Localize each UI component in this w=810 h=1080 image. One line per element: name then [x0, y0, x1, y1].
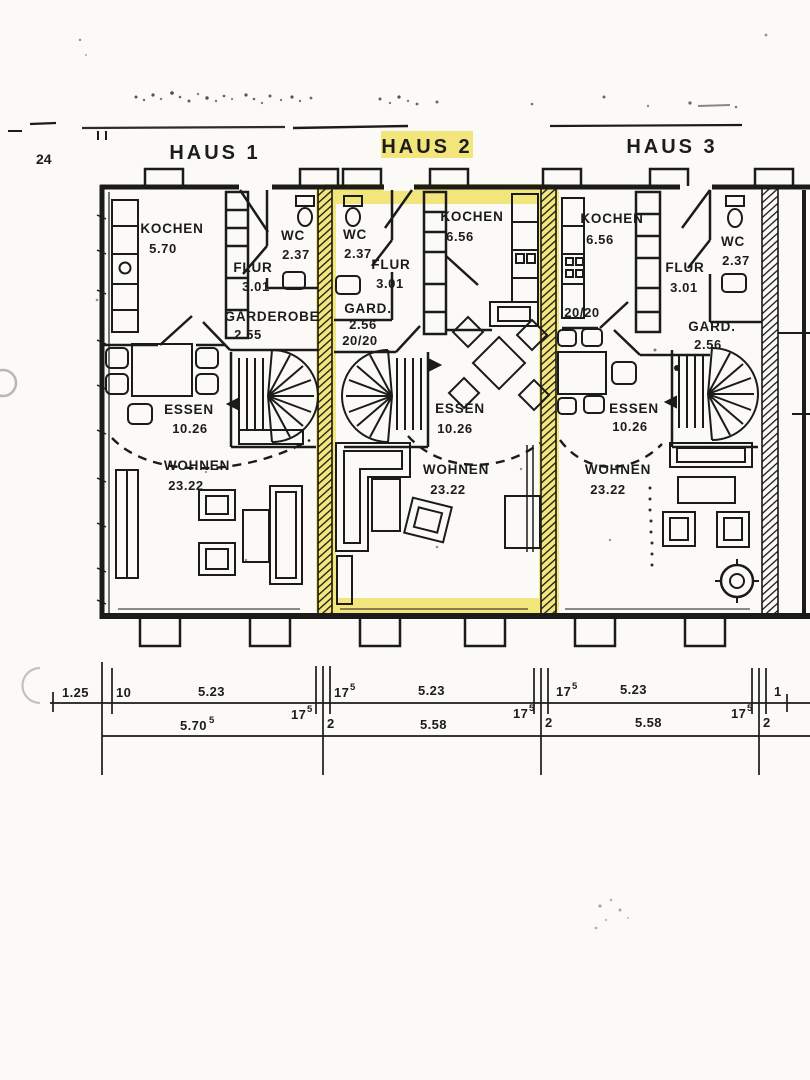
dim-17-5-sup: 5: [747, 703, 753, 714]
dim-5-23: 5.23: [198, 684, 225, 699]
haus1-living-furniture: [116, 470, 302, 584]
haus3-round-stove-icon: [715, 559, 759, 603]
haus3-title: HAUS 3: [626, 136, 718, 158]
haus3-washbasin-icon: [722, 274, 746, 292]
haus3-gard-area: 2.56: [694, 337, 722, 352]
footing-tabs-bottom: [140, 619, 725, 646]
haus2-essen-label: ESSEN: [435, 401, 485, 416]
haus3-flur-label: FLUR: [665, 260, 705, 275]
dim-17-5-sup: 5: [350, 682, 356, 693]
haus2-wohnen-area: 23.22: [430, 482, 466, 497]
haus1-wc-label: WC: [280, 228, 306, 243]
stair-direction-arrow: [430, 360, 440, 370]
haus1-essen-area: 10.26: [172, 421, 208, 436]
dim-17-5: 17: [513, 706, 529, 721]
haus3-toilet-icon: [726, 196, 744, 227]
haus3-wc-area: 2.37: [722, 253, 750, 268]
haus1-wc-area: 2.37: [282, 247, 310, 262]
haus3-wohnen-area: 23.22: [590, 482, 626, 497]
hole-punch-marks: [0, 370, 40, 703]
dim-5-23: 5.23: [620, 682, 647, 697]
haus1-flur-area: 3.01: [242, 279, 270, 294]
haus2-kochen-label: KOCHEN: [440, 209, 504, 224]
dim-17-5-sup: 5: [529, 703, 535, 714]
haus1-spiral-staircase: [228, 350, 318, 444]
dim-5-70-5-sup: 5: [209, 715, 215, 726]
dim-17-5: 17: [556, 684, 572, 699]
haus2-wc-label: WC: [342, 227, 368, 242]
haus1-wohnen-area: 23.22: [168, 478, 204, 493]
haus2-essen-area: 10.26: [437, 421, 473, 436]
haus3-gard-label: GARD.: [688, 319, 736, 334]
haus1-washbasin-icon: [283, 272, 305, 289]
haus1-unit: [102, 190, 319, 584]
dim-17-5: 17: [334, 685, 350, 700]
haus3-flur-area: 3.01: [670, 280, 698, 295]
haus1-kochen-area: 5.70: [149, 241, 177, 256]
haus2-flur-area: 3.01: [376, 276, 404, 291]
haus3-door-note: 20/20: [564, 305, 600, 320]
haus3-kochen-area: 6.56: [586, 232, 614, 247]
dim-5-70-5: 5.70: [180, 718, 207, 733]
haus3-wc-label: WC: [720, 234, 746, 249]
haus1-title: HAUS 1: [169, 142, 261, 164]
haus3-essen-label: ESSEN: [609, 401, 659, 416]
haus2-wohnen-label: WOHNEN: [422, 462, 490, 477]
dim-wall-2: 2: [327, 716, 335, 731]
haus2-wc-area: 2.37: [344, 246, 372, 261]
dim-wall-2: 2: [545, 715, 553, 730]
haus1-wohnen-label: WOHNEN: [163, 458, 231, 473]
dim-17-5: 17: [731, 706, 747, 721]
haus3-living-furniture: [663, 443, 752, 547]
haus2-unit: [334, 190, 549, 604]
stair-direction-arrow: [228, 399, 238, 409]
haus3-spiral-staircase: [666, 348, 758, 440]
dim-wall-2: 2: [763, 715, 771, 730]
haus3-kochen-label: KOCHEN: [580, 211, 644, 226]
haus2-gard-area: 2.56: [349, 317, 377, 332]
haus3-wohnen-label: WOHNEN: [584, 462, 652, 477]
haus2-door-note: 20/20: [342, 333, 378, 348]
margin-note: 24: [36, 151, 52, 167]
haus2-title: HAUS 2: [381, 136, 473, 158]
dim-5-58: 5.58: [420, 717, 447, 732]
haus2-gard-label: GARD.: [344, 301, 392, 316]
haus3-unit: [558, 190, 762, 603]
haus1-essen-label: ESSEN: [164, 402, 214, 417]
haus2-kochen-area: 6.56: [446, 229, 474, 244]
haus3-essen-area: 10.26: [612, 419, 648, 434]
dim-17-5-sup: 5: [572, 681, 578, 692]
haus1-garderobe-area: 2.55: [234, 327, 262, 342]
dim-5-23: 5.23: [418, 683, 445, 698]
dim-cut-right: 1: [774, 684, 782, 699]
dimension-labels: [62, 681, 782, 733]
haus1-flur-label: FLUR: [233, 260, 273, 275]
dim-5-58: 5.58: [635, 715, 662, 730]
haus1-toilet-icon: [296, 196, 314, 226]
haus2-spiral-staircase: [342, 350, 440, 442]
dim-10: 10: [116, 685, 132, 700]
haus1-kochen-label: KOCHEN: [140, 221, 204, 236]
dim-1-25: 1.25: [62, 685, 89, 700]
haus3-dotted-divider: [649, 487, 654, 567]
haus1-kitchen-counter: [112, 200, 138, 332]
dim-17-5: 17: [291, 707, 307, 722]
haus1-garderobe-label: GARDEROBE: [224, 309, 320, 324]
haus2-washbasin-icon: [336, 276, 360, 294]
stair-direction-arrow: [666, 397, 676, 407]
dim-17-5-sup: 5: [307, 704, 313, 715]
haus2-flur-label: FLUR: [371, 257, 411, 272]
